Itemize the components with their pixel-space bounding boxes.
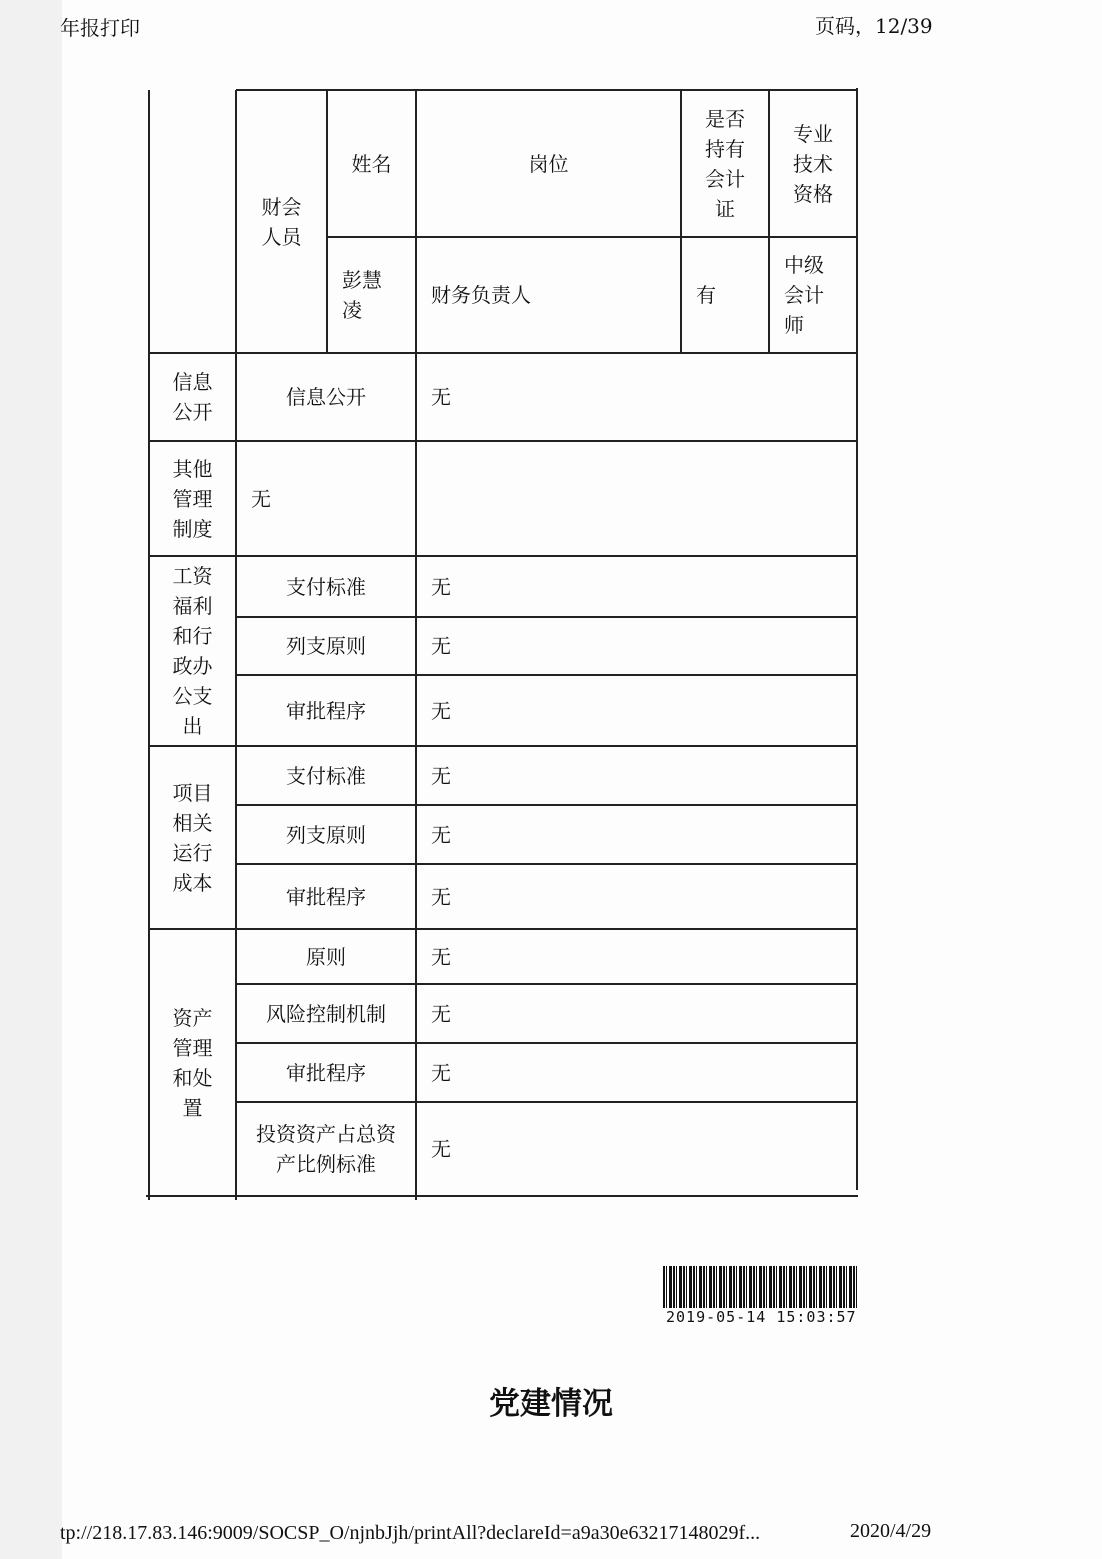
section-title: 党建情况 <box>489 1386 613 1422</box>
item-label: 投资资产占总资产比例标准 <box>256 1122 396 1176</box>
staff-post: 财务负责人 <box>431 283 531 307</box>
item-label: 支付标准 <box>286 574 366 599</box>
item-value: 无 <box>431 698 451 723</box>
scan-edge <box>0 0 62 1559</box>
item-label: 审批程序 <box>286 698 366 723</box>
print-header-title: 年报打印 <box>60 16 140 40</box>
col-header-qualification: 专业技术资格 <box>793 121 833 206</box>
item-value: 无 <box>431 1001 451 1026</box>
group-salary: 工资福利和行政办公支出 <box>172 564 213 738</box>
group-info-disclosure: 信息公开 <box>172 370 213 424</box>
item-label: 原则 <box>306 944 346 969</box>
item-info-disclosure: 信息公开 <box>286 385 366 409</box>
staff-qualification: 中级会计师 <box>784 253 824 337</box>
item-label: 列支原则 <box>286 822 366 847</box>
col-header-cert: 是否持有会计证 <box>705 106 745 221</box>
col-header-name: 姓名 <box>351 151 392 176</box>
item-label: 列支原则 <box>286 634 366 658</box>
item-label: 审批程序 <box>286 884 366 909</box>
page-number: 页码，12/39 <box>815 14 933 38</box>
value-info-disclosure: 无 <box>431 385 451 409</box>
item-value: 无 <box>431 1137 451 1161</box>
item-label: 风险控制机制 <box>266 1001 386 1026</box>
staff-name: 彭慧凌 <box>342 268 382 322</box>
barcode-timestamp: 2019-05-14 15:03:57 <box>666 1308 857 1326</box>
item-value: 无 <box>431 574 451 599</box>
footer-url: tp://218.17.83.146:9009/SOCSP_O/njnbJjh/printAll?declareId=a9a30e63217148029f... <box>60 1522 761 1544</box>
item-value: 无 <box>431 634 451 658</box>
item-value: 无 <box>431 763 451 788</box>
footer-date: 2020/4/29 <box>850 1520 932 1542</box>
finance-staff-label: 财会人员 <box>261 195 302 249</box>
col-header-post: 岗位 <box>528 151 569 176</box>
item-value: 无 <box>431 884 451 909</box>
item-label: 审批程序 <box>286 1060 366 1085</box>
item-value: 无 <box>431 1060 451 1085</box>
staff-cert: 有 <box>696 283 716 307</box>
group-assets: 资产管理和处置 <box>172 1005 213 1120</box>
barcode-image <box>663 1266 859 1308</box>
group-project: 项目相关运行成本 <box>172 780 213 895</box>
item-value: 无 <box>431 944 451 969</box>
item-label: 支付标准 <box>286 763 366 788</box>
item-value: 无 <box>431 822 451 847</box>
group-other-rules: 其他管理制度 <box>172 456 213 541</box>
value-other-rules: 无 <box>251 486 271 511</box>
